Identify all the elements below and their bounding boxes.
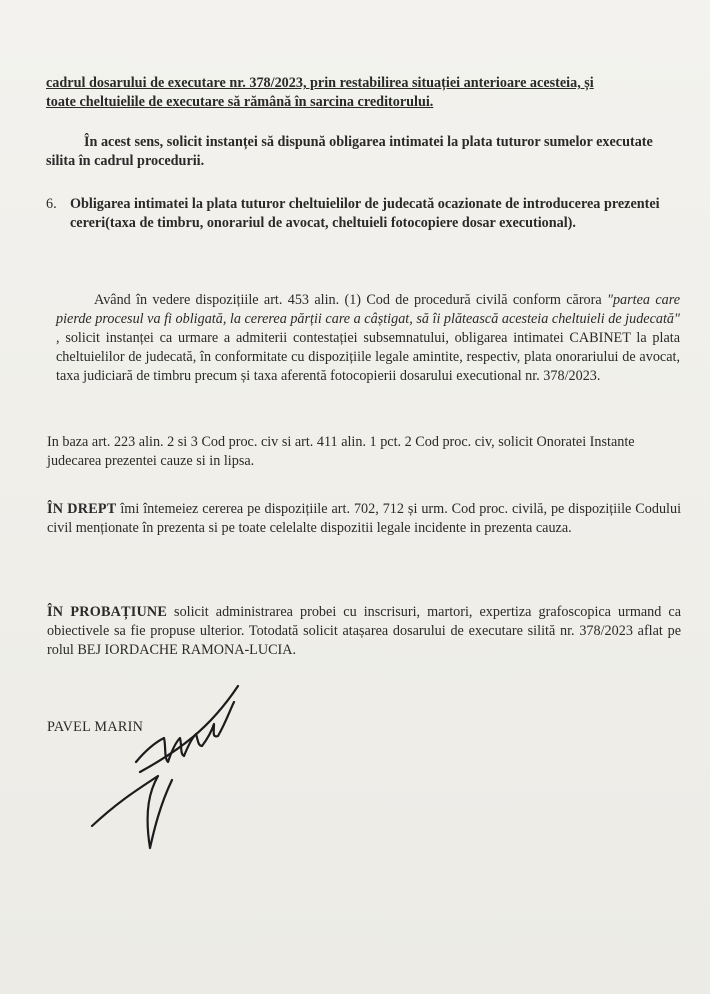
avand-paragraph: [56, 291, 680, 386]
avand-text-a: Având în vedere dispozițiile art. 453 alin. (1) Cod de procedură civilă conform cărora: [94, 292, 602, 308]
drept-lead: ÎN DREPT: [47, 501, 117, 517]
drept-text: îmi întemeiez cererea pe dispozițiile art. 702, 712 și urm. Cod proc. civilă, pe dispozițiile Codului civil menționate în prezenta si pe toate celelalte dispozitii legale incidente in prezenta cauza.: [47, 501, 682, 536]
item-6-text: Obligarea intimatei la plata tuturor cheltuielilor de judecată ocazionate de introducerea prezentei cereri(taxa de timbru, onorariul de avocat, cheltuieli fotocopiere dosar executional).: [70, 196, 660, 231]
probatiune-paragraph: [47, 603, 681, 660]
avand-quote: "partea care pierde procesul va fi obligată, la cererea părții care a câștigat, să îi plătească acesteia cheltuieli de judecată": [56, 292, 680, 327]
baza-paragraph: In baza art. 223 alin. 2 si 3 Cod proc. civ si art. 411 alin. 1 pct. 2 Cod proc. civ, solicit Onoratei Instante judecarea prezentei cauze si in lipsa.: [47, 434, 635, 469]
item-6: [46, 195, 704, 233]
drept-paragraph: [47, 500, 681, 538]
intro-line-1: cadrul dosarului de executare nr. 378/2023, prin restabilirea situației anterioare acesteia, și: [46, 75, 594, 91]
sens-paragraph: În acest sens, solicit instanței să dispună obligarea intimatei la plata tuturor sumelor executate silita în cadrul procedurii.: [46, 134, 653, 169]
signatory-name: PAVEL MARIN: [47, 719, 144, 735]
item-6-number: 6.: [46, 196, 57, 212]
probatiune-lead: ÎN PROBAȚIUNE: [47, 604, 168, 620]
avand-text-b: , solicit instanței ca urmare a admiterii contestației subsemnatului, obligarea intimatei CABINET la plata cheltuielilor de judecată, în conformitate cu dispozițiile legale amintite, respectiv, plata onorariului de avocat, taxa judiciară de timbru precum și taxa aferentă fotocopierii dosarului executional nr. 378/2023.: [56, 330, 680, 384]
probatiune-text: solicit administrarea probei cu inscrisuri, martori, expertiza grafoscopica urmand ca obiectivele sa fie propuse ulterior. Totodată solicit atașarea dosarului de executare silită nr. 378/2023 aflat pe rolul BEJ IORDACHE RAMONA-LUCIA.: [47, 604, 681, 658]
intro-paragraph: [46, 74, 680, 112]
handwritten-signature: [80, 680, 260, 860]
intro-line-2: toate cheltuielile de executare să rămână în sarcina creditorului.: [46, 94, 434, 110]
